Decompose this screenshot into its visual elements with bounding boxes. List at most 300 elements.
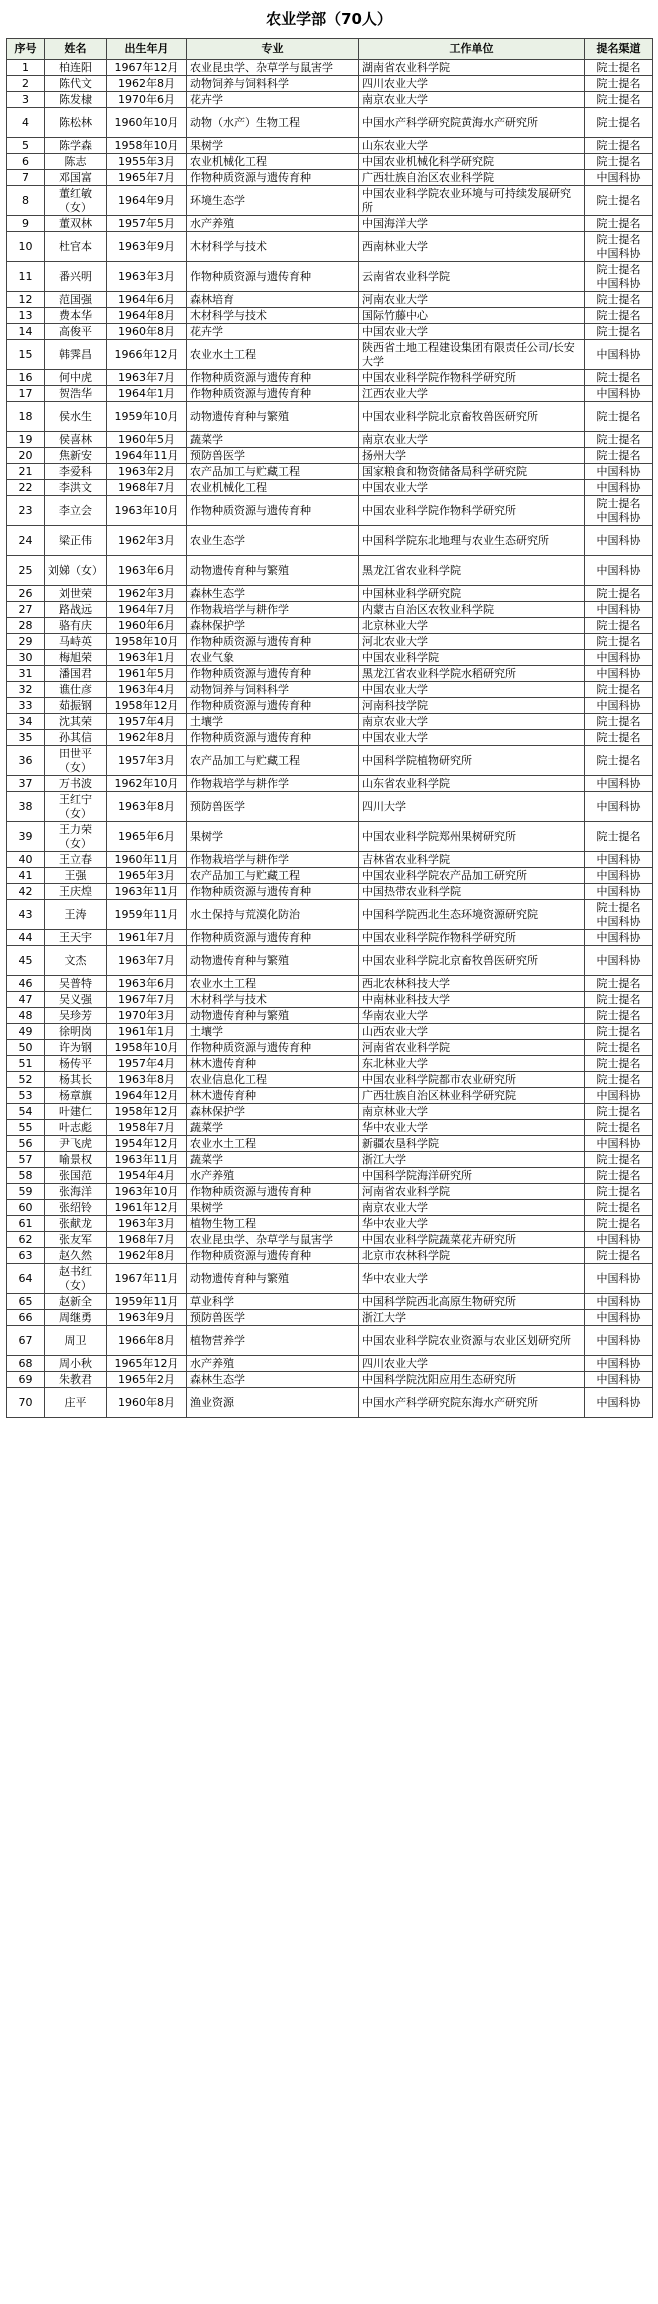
cell-channel: 院士提名 [585,1008,653,1024]
cell-major: 作物种质资源与遗传育种 [187,930,359,946]
cell-name: 杨其长 [45,1072,107,1088]
cell-name: 朱教君 [45,1372,107,1388]
cell-birth: 1961年1月 [107,1024,187,1040]
cell-major: 森林生态学 [187,1372,359,1388]
cell-birth: 1963年7月 [107,946,187,976]
cell-unit: 中国农业科学院北京畜牧兽医研究所 [359,402,585,432]
cell-no: 15 [7,340,45,370]
cell-channel: 院士提名 [585,634,653,650]
cell-birth: 1963年6月 [107,976,187,992]
table-row [7,60,653,76]
cell-unit: 北京市农林科学院 [359,1248,585,1264]
table-row [7,1008,653,1024]
cell-unit: 华中农业大学 [359,1216,585,1232]
cell-channel: 中国科协 [585,1388,653,1418]
cell-major: 森林保护学 [187,1104,359,1120]
table-row [7,930,653,946]
cell-name: 王强 [45,868,107,884]
table-row [7,602,653,618]
table-row [7,386,653,402]
cell-name: 侯喜林 [45,432,107,448]
cell-channel: 院士提名 [585,432,653,448]
cell-unit: 中国农业科学院蔬菜花卉研究所 [359,1232,585,1248]
cell-name: 庄平 [45,1388,107,1418]
cell-no: 42 [7,884,45,900]
cell-name: 韩霁昌 [45,340,107,370]
cell-name: 张友军 [45,1232,107,1248]
cell-name: 王天宇 [45,930,107,946]
cell-no: 33 [7,698,45,714]
cell-unit: 云南省农业科学院 [359,262,585,292]
cell-birth: 1955年3月 [107,154,187,170]
cell-no: 61 [7,1216,45,1232]
cell-birth: 1960年8月 [107,1388,187,1418]
cell-no: 25 [7,556,45,586]
cell-name: 叶志彪 [45,1120,107,1136]
cell-channel: 院士提名 [585,402,653,432]
cell-no: 39 [7,822,45,852]
cell-no: 66 [7,1310,45,1326]
table-row [7,1200,653,1216]
cell-birth: 1970年3月 [107,1008,187,1024]
cell-channel: 院士提名 [585,186,653,216]
table-row [7,108,653,138]
cell-no: 27 [7,602,45,618]
cell-no: 35 [7,730,45,746]
cell-birth: 1967年11月 [107,1264,187,1294]
cell-no: 24 [7,526,45,556]
cell-unit: 西南林业大学 [359,232,585,262]
cell-channel: 院士提名 中国科协 [585,900,653,930]
cell-no: 46 [7,976,45,992]
cell-no: 2 [7,76,45,92]
cell-unit: 河南科技学院 [359,698,585,714]
cell-channel: 中国科协 [585,1356,653,1372]
cell-channel: 中国科协 [585,1232,653,1248]
cell-major: 林木遗传育种 [187,1088,359,1104]
cell-channel: 院士提名 [585,618,653,634]
cell-unit: 南京农业大学 [359,714,585,730]
cell-channel: 中国科协 [585,526,653,556]
cell-name: 杨章旗 [45,1088,107,1104]
cell-name: 李立会 [45,496,107,526]
cell-channel: 中国科协 [585,556,653,586]
cell-unit: 华中农业大学 [359,1120,585,1136]
cell-name: 马峙英 [45,634,107,650]
cell-no: 49 [7,1024,45,1040]
cell-channel: 中国科协 [585,1310,653,1326]
table-row [7,992,653,1008]
cell-unit: 中国水产科学研究院东海水产研究所 [359,1388,585,1418]
cell-major: 农业机械化工程 [187,154,359,170]
cell-name: 吴义强 [45,992,107,1008]
cell-channel: 院士提名 [585,1216,653,1232]
cell-no: 60 [7,1200,45,1216]
cell-name: 张国范 [45,1168,107,1184]
table-row [7,526,653,556]
cell-channel: 院士提名 [585,138,653,154]
cell-unit: 华南农业大学 [359,1008,585,1024]
cell-name: 陈发棣 [45,92,107,108]
cell-unit: 黑龙江省农业科学院 [359,556,585,586]
cell-name: 王立春 [45,852,107,868]
cell-no: 10 [7,232,45,262]
cell-no: 20 [7,448,45,464]
cell-channel: 院士提名 [585,1184,653,1200]
cell-birth: 1964年11月 [107,448,187,464]
cell-major: 作物种质资源与遗传育种 [187,884,359,900]
cell-name: 许为钢 [45,1040,107,1056]
cell-name: 沈其荣 [45,714,107,730]
cell-name: 张献龙 [45,1216,107,1232]
cell-name: 刘世荣 [45,586,107,602]
cell-birth: 1960年10月 [107,108,187,138]
cell-name: 喻景权 [45,1152,107,1168]
cell-channel: 中国科协 [585,1088,653,1104]
table-row [7,92,653,108]
cell-channel: 中国科协 [585,1136,653,1152]
cell-no: 29 [7,634,45,650]
cell-no: 62 [7,1232,45,1248]
cell-unit: 中国科学院西北高原生物研究所 [359,1294,585,1310]
cell-channel: 中国科协 [585,602,653,618]
cell-major: 农业机械化工程 [187,480,359,496]
cell-no: 30 [7,650,45,666]
cell-major: 作物种质资源与遗传育种 [187,730,359,746]
cell-birth: 1957年4月 [107,714,187,730]
cell-no: 53 [7,1088,45,1104]
cell-unit: 东北林业大学 [359,1056,585,1072]
cell-name: 侯水生 [45,402,107,432]
cell-no: 32 [7,682,45,698]
cell-unit: 中国热带农业科学院 [359,884,585,900]
table-row [7,76,653,92]
table-row [7,186,653,216]
cell-name: 高俊平 [45,324,107,340]
cell-major: 作物种质资源与遗传育种 [187,386,359,402]
cell-birth: 1964年8月 [107,308,187,324]
cell-name: 潘国君 [45,666,107,682]
cell-name: 李爱科 [45,464,107,480]
cell-birth: 1962年3月 [107,526,187,556]
cell-unit: 中国农业大学 [359,682,585,698]
cell-unit: 山东农业大学 [359,138,585,154]
table-row [7,402,653,432]
table-row [7,1248,653,1264]
table-row [7,1184,653,1200]
cell-channel: 院士提名 [585,60,653,76]
cell-birth: 1963年10月 [107,1184,187,1200]
cell-major: 农产品加工与贮藏工程 [187,464,359,480]
cell-birth: 1954年4月 [107,1168,187,1184]
cell-major: 木材科学与技术 [187,308,359,324]
table-row [7,666,653,682]
cell-unit: 南京农业大学 [359,92,585,108]
cell-no: 14 [7,324,45,340]
cell-no: 18 [7,402,45,432]
cell-major: 蔬菜学 [187,1152,359,1168]
cell-no: 8 [7,186,45,216]
cell-no: 16 [7,370,45,386]
cell-major: 蔬菜学 [187,1120,359,1136]
table-row [7,1024,653,1040]
cell-major: 水产养殖 [187,1168,359,1184]
table-row [7,154,653,170]
cell-birth: 1962年8月 [107,730,187,746]
cell-birth: 1967年7月 [107,992,187,1008]
table-row [7,324,653,340]
cell-major: 森林生态学 [187,586,359,602]
cell-unit: 湖南省农业科学院 [359,60,585,76]
cell-birth: 1960年11月 [107,852,187,868]
cell-major: 动物遗传育种与繁殖 [187,946,359,976]
cell-no: 7 [7,170,45,186]
cell-major: 预防兽医学 [187,448,359,464]
cell-channel: 院士提名 [585,292,653,308]
cell-major: 农业昆虫学、杂草学与鼠害学 [187,60,359,76]
cell-no: 58 [7,1168,45,1184]
cell-name: 梁正伟 [45,526,107,556]
cell-unit: 中国农业科学院作物科学研究所 [359,370,585,386]
cell-birth: 1958年7月 [107,1120,187,1136]
cell-unit: 广西壮族自治区农业科学院 [359,170,585,186]
cell-birth: 1965年6月 [107,822,187,852]
table-row [7,1294,653,1310]
cell-major: 动物遗传育种与繁殖 [187,556,359,586]
cell-unit: 中国科学院沈阳应用生态研究所 [359,1372,585,1388]
cell-birth: 1965年3月 [107,868,187,884]
cell-unit: 中国科学院西北生态环境资源研究院 [359,900,585,930]
table-row [7,976,653,992]
header-no: 序号 [7,39,45,60]
cell-major: 水土保持与荒漠化防治 [187,900,359,930]
cell-no: 65 [7,1294,45,1310]
cell-unit: 中国科学院东北地理与农业生态研究所 [359,526,585,556]
cell-major: 农产品加工与贮藏工程 [187,868,359,884]
table-row [7,868,653,884]
cell-name: 陈松林 [45,108,107,138]
cell-unit: 山东省农业科学院 [359,776,585,792]
cell-channel: 院士提名 中国科协 [585,496,653,526]
cell-major: 渔业资源 [187,1388,359,1418]
cell-name: 张绍铃 [45,1200,107,1216]
table-row [7,1388,653,1418]
cell-major: 农业信息化工程 [187,1072,359,1088]
cell-channel: 院士提名 中国科协 [585,232,653,262]
cell-unit: 南京林业大学 [359,1104,585,1120]
cell-no: 47 [7,992,45,1008]
cell-birth: 1963年10月 [107,496,187,526]
cell-channel: 中国科协 [585,1264,653,1294]
cell-major: 作物种质资源与遗传育种 [187,1184,359,1200]
cell-birth: 1964年9月 [107,186,187,216]
cell-name: 张海洋 [45,1184,107,1200]
cell-unit: 南京农业大学 [359,432,585,448]
cell-name: 柏连阳 [45,60,107,76]
cell-channel: 中国科协 [585,868,653,884]
cell-birth: 1961年5月 [107,666,187,682]
cell-name: 周卫 [45,1326,107,1356]
cell-birth: 1962年8月 [107,76,187,92]
cell-unit: 河南农业大学 [359,292,585,308]
cell-unit: 浙江大学 [359,1152,585,1168]
cell-name: 吴珍芳 [45,1008,107,1024]
cell-birth: 1954年12月 [107,1136,187,1152]
cell-channel: 院士提名 [585,1248,653,1264]
cell-unit: 中国科学院植物研究所 [359,746,585,776]
cell-channel: 院士提名 [585,992,653,1008]
cell-name: 谯仕彦 [45,682,107,698]
cell-no: 41 [7,868,45,884]
cell-birth: 1959年11月 [107,900,187,930]
cell-unit: 中国水产科学研究院黄海水产研究所 [359,108,585,138]
cell-unit: 浙江大学 [359,1310,585,1326]
cell-name: 尹飞虎 [45,1136,107,1152]
cell-name: 叶建仁 [45,1104,107,1120]
cell-name: 王涛 [45,900,107,930]
cell-major: 植物生物工程 [187,1216,359,1232]
cell-birth: 1965年7月 [107,170,187,186]
cell-no: 51 [7,1056,45,1072]
table-row [7,682,653,698]
cell-birth: 1963年9月 [107,232,187,262]
cell-unit: 内蒙古自治区农牧业科学院 [359,602,585,618]
cell-unit: 中国林业科学研究院 [359,586,585,602]
cell-major: 农业水土工程 [187,1136,359,1152]
cell-birth: 1964年7月 [107,602,187,618]
cell-no: 37 [7,776,45,792]
cell-unit: 南京农业大学 [359,1200,585,1216]
table-row [7,432,653,448]
cell-no: 4 [7,108,45,138]
cell-major: 动物饲养与饲料科学 [187,682,359,698]
cell-birth: 1958年10月 [107,1040,187,1056]
cell-unit: 西北农林科技大学 [359,976,585,992]
cell-major: 花卉学 [187,324,359,340]
cell-name: 陈代文 [45,76,107,92]
cell-unit: 中国农业科学院作物科学研究所 [359,496,585,526]
cell-no: 48 [7,1008,45,1024]
cell-major: 果树学 [187,1200,359,1216]
cell-name: 邓国富 [45,170,107,186]
table-row [7,822,653,852]
table-row [7,464,653,480]
cell-unit: 河南省农业科学院 [359,1040,585,1056]
table-row [7,1168,653,1184]
cell-name: 路战远 [45,602,107,618]
cell-channel: 院士提名 [585,746,653,776]
cell-no: 67 [7,1326,45,1356]
cell-no: 45 [7,946,45,976]
cell-birth: 1961年12月 [107,1200,187,1216]
cell-no: 31 [7,666,45,682]
cell-channel: 院士提名 [585,1056,653,1072]
cell-unit: 中国农业机械化科学研究院 [359,154,585,170]
cell-name: 万书波 [45,776,107,792]
table-row [7,776,653,792]
cell-name: 陈学森 [45,138,107,154]
table-row [7,1310,653,1326]
table-row [7,650,653,666]
cell-unit: 中国农业科学院作物科学研究所 [359,930,585,946]
cell-major: 作物栽培学与耕作学 [187,602,359,618]
table-row [7,884,653,900]
cell-birth: 1957年4月 [107,1056,187,1072]
cell-name: 费本华 [45,308,107,324]
cell-birth: 1958年10月 [107,138,187,154]
cell-no: 40 [7,852,45,868]
table-row [7,496,653,526]
table-row [7,308,653,324]
cell-name: 董双林 [45,216,107,232]
cell-unit: 中国农业科学院都市农业研究所 [359,1072,585,1088]
cell-name: 赵书红（女） [45,1264,107,1294]
page-title: 农业学部（70人） [266,9,392,28]
cell-no: 9 [7,216,45,232]
cell-channel: 中国科协 [585,170,653,186]
cell-name: 范国强 [45,292,107,308]
cell-channel: 院士提名 中国科协 [585,262,653,292]
cell-birth: 1965年2月 [107,1372,187,1388]
cell-unit: 中国农业科学院北京畜牧兽医研究所 [359,946,585,976]
table-row [7,1056,653,1072]
cell-channel: 中国科协 [585,1372,653,1388]
table-row [7,216,653,232]
table-row [7,1072,653,1088]
cell-birth: 1964年12月 [107,1088,187,1104]
cell-no: 5 [7,138,45,154]
cell-channel: 中国科协 [585,666,653,682]
table-row [7,370,653,386]
cell-major: 动物（水产）生物工程 [187,108,359,138]
cell-channel: 院士提名 [585,730,653,746]
cell-no: 17 [7,386,45,402]
cell-name: 王庆煌 [45,884,107,900]
cell-birth: 1966年12月 [107,340,187,370]
cell-channel: 中国科协 [585,792,653,822]
cell-birth: 1963年6月 [107,556,187,586]
table-row [7,448,653,464]
cell-birth: 1962年8月 [107,1248,187,1264]
cell-no: 70 [7,1388,45,1418]
cell-no: 43 [7,900,45,930]
cell-name: 骆有庆 [45,618,107,634]
cell-unit: 四川农业大学 [359,76,585,92]
cell-major: 动物饲养与饲料科学 [187,76,359,92]
cell-name: 文杰 [45,946,107,976]
cell-major: 土壤学 [187,714,359,730]
table-row [7,852,653,868]
cell-channel: 院士提名 [585,1168,653,1184]
cell-name: 赵久然 [45,1248,107,1264]
cell-no: 36 [7,746,45,776]
cell-unit: 中国农业科学院郑州果树研究所 [359,822,585,852]
cell-major: 农业昆虫学、杂草学与鼠害学 [187,1232,359,1248]
cell-name: 王力荣（女） [45,822,107,852]
cell-unit: 江西农业大学 [359,386,585,402]
cell-channel: 中国科协 [585,340,653,370]
cell-channel: 院士提名 [585,1040,653,1056]
cell-name: 周继勇 [45,1310,107,1326]
cell-channel: 中国科协 [585,698,653,714]
table-row [7,1326,653,1356]
header-major: 专业 [187,39,359,60]
cell-unit: 陕西省土地工程建设集团有限责任公司/长安大学 [359,340,585,370]
cell-no: 68 [7,1356,45,1372]
cell-birth: 1960年8月 [107,324,187,340]
cell-birth: 1962年10月 [107,776,187,792]
table-row [7,232,653,262]
